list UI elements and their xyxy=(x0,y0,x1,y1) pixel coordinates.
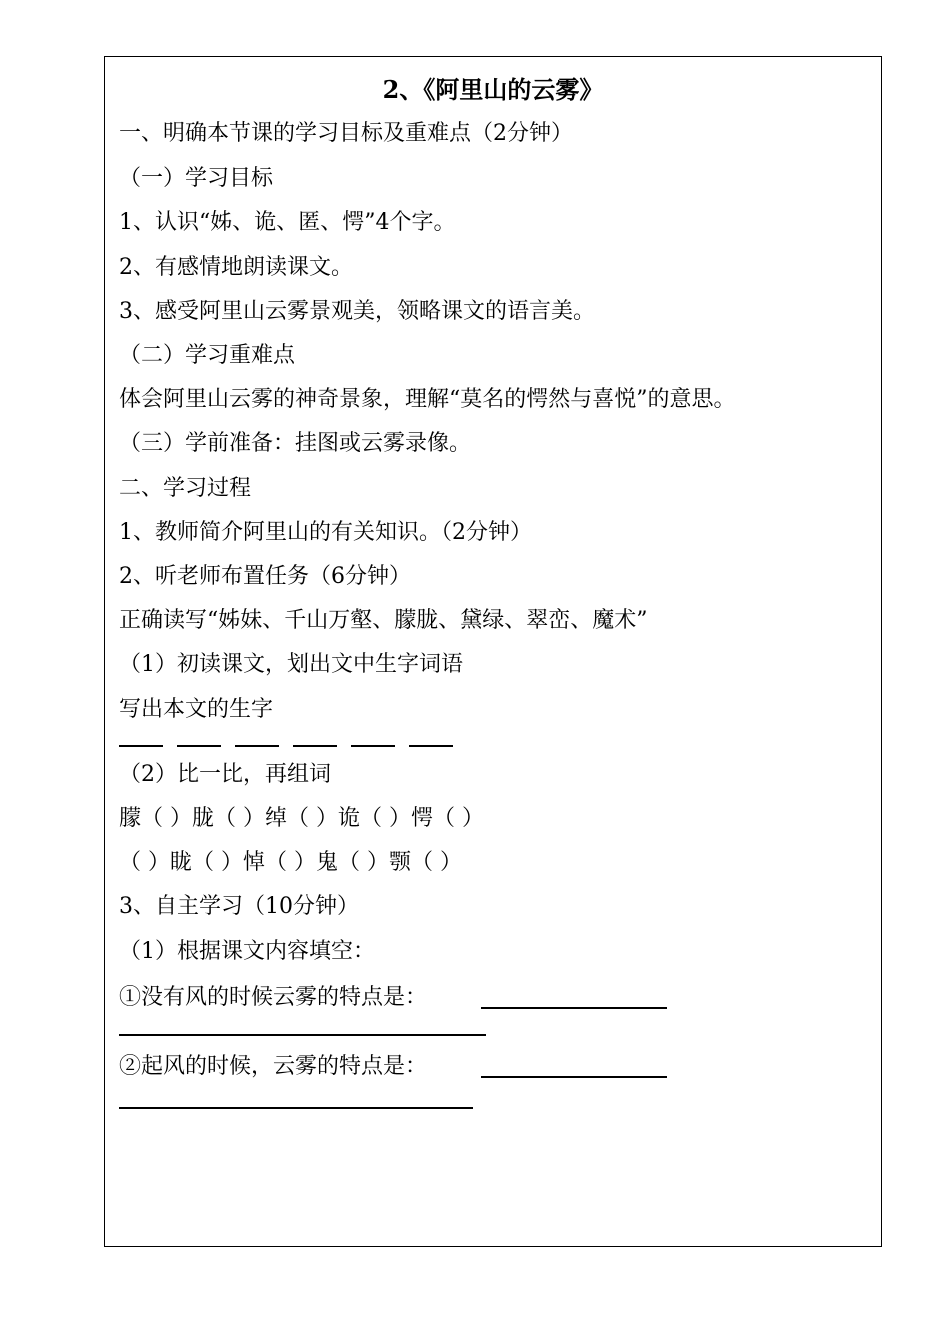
learning-goals-heading: （一）学习目标 xyxy=(119,166,274,191)
vocabulary-line: 正确读写“姊妹、千山万壑、朦胧、黛绿、翠峦、魔术” xyxy=(119,608,648,633)
character-blank[interactable] xyxy=(235,745,279,747)
process-step-1: 1、教师简介阿里山的有关知识。（2分钟） xyxy=(119,520,532,545)
goal-item-3: 3、感受阿里山云雾景观美，领略课文的语言美。 xyxy=(119,299,595,324)
question-2: ②起风的时候，云雾的特点是： xyxy=(119,1054,428,1079)
question-1: ①没有风的时候云雾的特点是： xyxy=(119,985,428,1010)
write-characters-prompt: 写出本文的生字 xyxy=(119,697,274,722)
character-blank[interactable] xyxy=(351,745,395,747)
process-heading: 二、学习过程 xyxy=(119,476,252,501)
compare-heading: （2）比一比，再组词 xyxy=(119,762,331,787)
task-1-heading: （1）初读课文，划出文中生字词语 xyxy=(119,652,463,677)
answer-line-2b[interactable] xyxy=(119,1107,473,1109)
answer-line-1a[interactable] xyxy=(481,1007,667,1009)
answer-line-2a[interactable] xyxy=(481,1076,667,1078)
key-points-heading: （二）学习重难点 xyxy=(119,343,296,368)
worksheet-title: 2、《阿里山的云雾》 xyxy=(382,75,604,104)
process-step-2: 2、听老师布置任务（6分钟） xyxy=(119,564,411,589)
answer-line-1b[interactable] xyxy=(119,1034,486,1036)
character-blank[interactable] xyxy=(177,745,221,747)
character-blank[interactable] xyxy=(409,745,453,747)
preparation-text: （三）学前准备：挂图或云雾录像。 xyxy=(119,431,472,456)
character-blank[interactable] xyxy=(293,745,337,747)
section-goals-heading: 一、明确本节课的学习目标及重难点（2分钟） xyxy=(119,121,573,146)
key-points-text: 体会阿里山云雾的神奇景象，理解“莫名的愕然与喜悦”的意思。 xyxy=(119,387,736,412)
compare-row-2: （ ）眬（ ）悼（ ）鬼（ ）颚（ ） xyxy=(119,850,462,875)
self-study-heading: 3、自主学习（10分钟） xyxy=(119,894,359,919)
goal-item-2: 2、有感情地朗读课文。 xyxy=(119,255,353,280)
character-blank[interactable] xyxy=(119,745,163,747)
goal-item-1: 1、认识“姊、诡、匿、愕”4个字。 xyxy=(119,210,456,235)
fill-in-heading: （1）根据课文内容填空： xyxy=(119,939,375,964)
compare-row-1: 朦（ ）胧（ ）绰（ ）诡（ ）愕（ ） xyxy=(119,806,484,831)
